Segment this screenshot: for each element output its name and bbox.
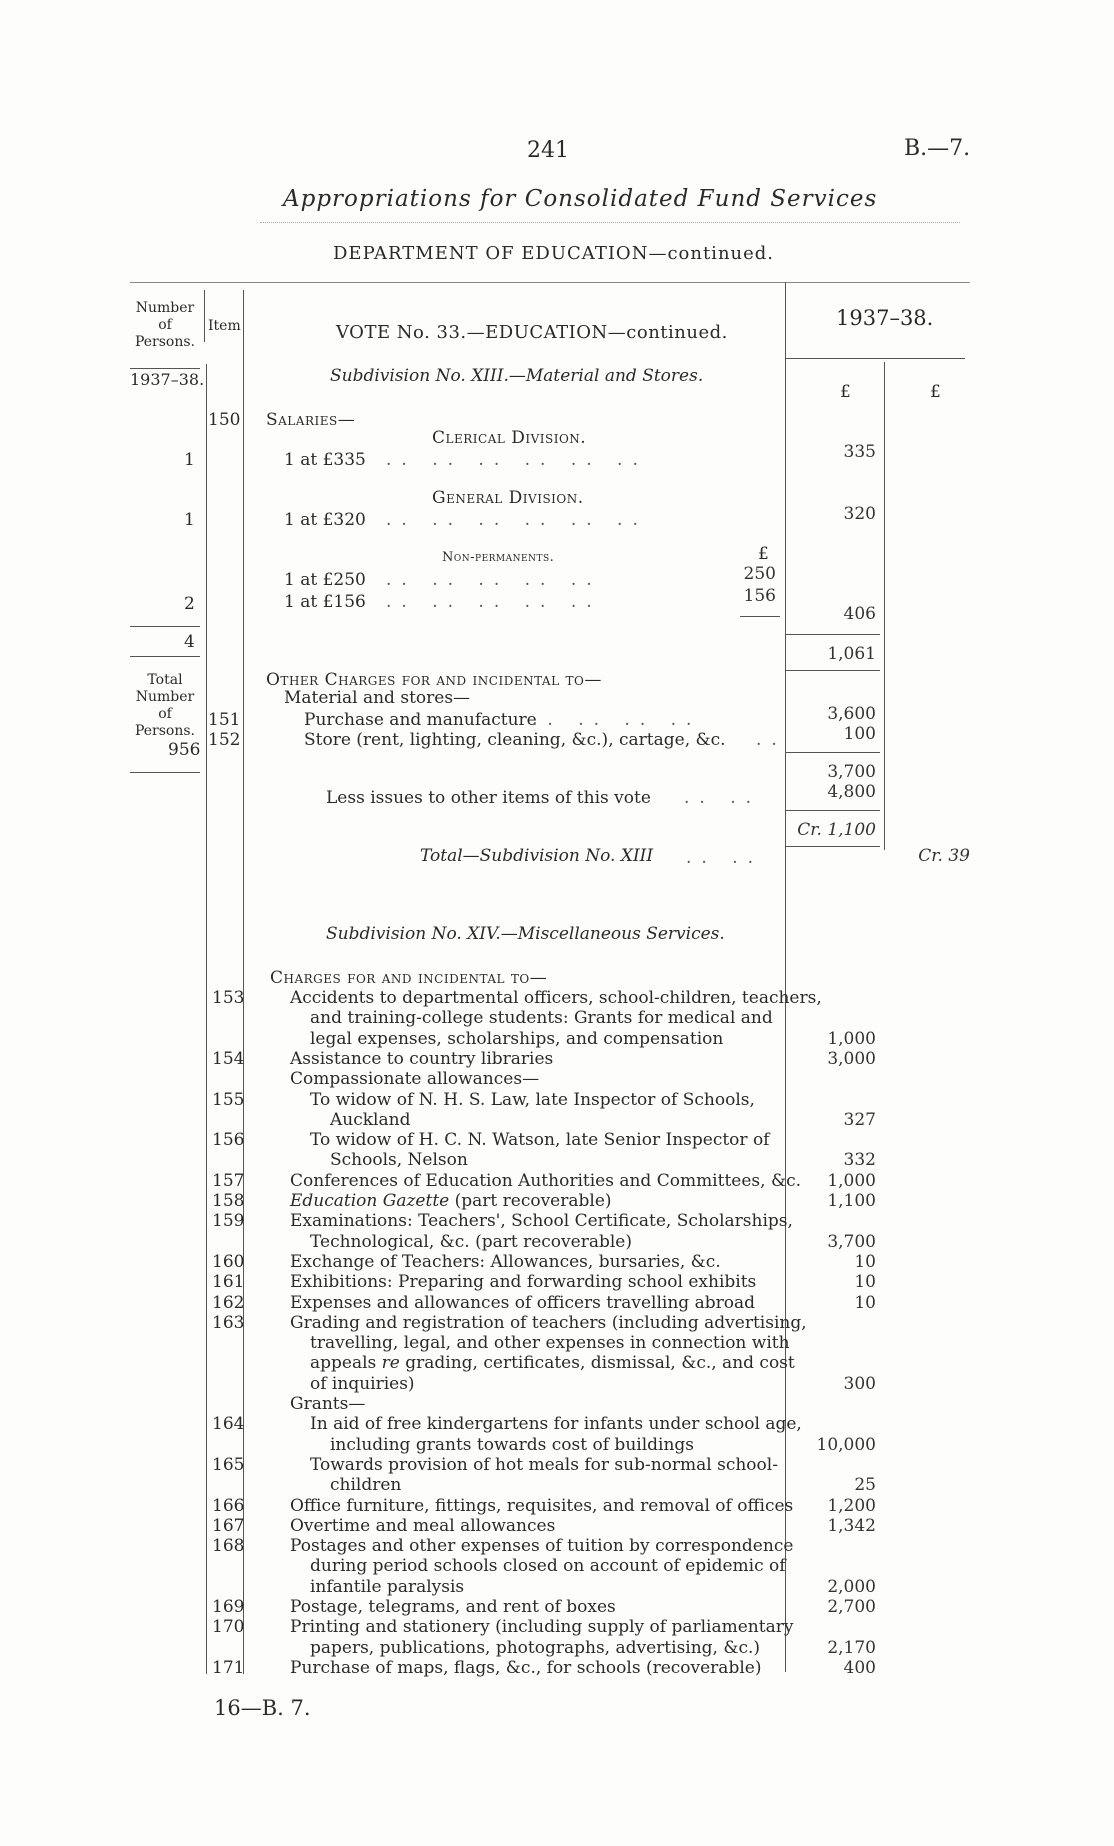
amount-column-divider (884, 362, 885, 850)
amount: 100 (843, 724, 876, 744)
item-number: 153 (212, 988, 245, 1008)
salary-line: 1 at £335 (284, 450, 366, 470)
item-description: Postage, telegrams, and rent of boxes (290, 1597, 616, 1617)
amount: 406 (843, 604, 876, 624)
amount: 1,342 (827, 1515, 876, 1536)
amount: 1,200 (827, 1495, 876, 1516)
item-number: 162 (212, 1292, 245, 1313)
item-description-continued: of inquiries) (310, 1373, 415, 1394)
amount: 2,000 (827, 1576, 876, 1597)
salary-line: 1 at £250 (284, 570, 366, 590)
item-number: 155 (212, 1089, 245, 1110)
pound-left-heading: £ (840, 382, 851, 402)
item-description: Conferences of Education Authorities and Committees, &c. (290, 1170, 801, 1191)
publication-title: Education Gazette (290, 1191, 450, 1211)
amount-column-left-rule (785, 282, 786, 1672)
item-description-continued: and training-college students: Grants for medical and (310, 1008, 773, 1029)
item-number: 161 (212, 1272, 245, 1293)
item-description-continued: legal expenses, scholarships, and compensation (310, 1028, 724, 1049)
item-description-continued: Schools, Nelson (330, 1150, 468, 1171)
item-number: 151 (208, 710, 241, 730)
less-issues-label: Less issues to other items of this vote (326, 788, 651, 808)
item-description: Postages and other expenses of tuition by correspondence (290, 1536, 794, 1557)
amount: 1,000 (827, 1028, 876, 1049)
item-description: Printing and stationery (including supply of parliamentary (290, 1617, 794, 1638)
title-rule (260, 222, 960, 223)
amount: 10,000 (816, 1434, 876, 1455)
item-description: Towards provision of hot meals for sub-normal school- (310, 1454, 778, 1475)
charges-heading: Charges for and incidental to— (270, 968, 548, 988)
group-heading: Grants— (290, 1394, 366, 1414)
pound-right-heading: £ (930, 382, 941, 402)
item-description-continued: during period schools closed on account of epidemic of (310, 1556, 786, 1577)
total-persons-label: Total Number of Persons. (134, 672, 196, 739)
amount-subtotal-rule (785, 634, 880, 635)
amount-total-rule (785, 670, 880, 671)
amount: 25 (854, 1475, 876, 1496)
persons-total-rule (130, 656, 200, 657)
item-number: 163 (212, 1312, 245, 1333)
item-description: To widow of N. H. S. Law, late Inspector of Schools, (310, 1089, 755, 1110)
persons-count: 1 (184, 510, 195, 530)
item-description-continued: papers, publications, photographs, advertising, &c.) (310, 1637, 761, 1658)
amount: 2,700 (827, 1597, 876, 1617)
document-reference: B.—7. (904, 136, 971, 161)
subdivision-13-heading: Subdivision No. XIII.—Material and Stores. (330, 366, 704, 386)
amount: 3,700 (827, 762, 876, 782)
item-description: Office furniture, fittings, requisites, and removal of offices (290, 1495, 794, 1516)
persons-count: 2 (184, 594, 195, 614)
subdivision-14-heading: Subdivision No. XIV.—Miscellaneous Services. (326, 924, 725, 944)
salaries-heading: Salaries— (266, 410, 356, 430)
item-number: 159 (212, 1211, 245, 1232)
item-number: 168 (212, 1536, 245, 1557)
item-description: Expenses and allowances of officers travelling abroad (290, 1292, 755, 1313)
clerical-division-heading: Clerical Division. (432, 428, 587, 448)
salary-line: 1 at £156 (284, 592, 366, 612)
amount: 4,800 (827, 782, 876, 802)
non-permanents-heading: Non-permanents. (442, 550, 555, 565)
item-description: Purchase of maps, flags, &c., for schools (recoverable) (290, 1657, 762, 1678)
item-description-continued: children (330, 1475, 402, 1496)
item-description: Purchase and manufacture (304, 710, 537, 730)
salary-line: 1 at £320 (284, 510, 366, 530)
subdivision-13-total: Cr. 39 (918, 846, 970, 866)
other-charges-heading: Other Charges for and incidental to— (266, 670, 602, 690)
amount: 1,100 (827, 1191, 876, 1211)
item-description-continued: including grants towards cost of buildings (330, 1434, 695, 1455)
item-description: Examinations: Teachers', School Certificate, Scholarships, (290, 1211, 793, 1232)
department-heading: DEPARTMENT OF EDUCATION—continued. (333, 243, 775, 264)
group-heading: Compassionate allowances— (290, 1069, 540, 1090)
pound-sign: £ (758, 544, 769, 564)
amount: 2,170 (827, 1637, 876, 1658)
leader-dots: .. .. (686, 848, 764, 868)
item-number: 167 (212, 1515, 245, 1536)
item-number: 169 (212, 1597, 245, 1617)
item-description: In aid of free kindergartens for infants under school age, (310, 1414, 802, 1435)
item-description: Assistance to country libraries (290, 1048, 554, 1069)
vote-heading: VOTE No. 33.—EDUCATION—continued. (336, 322, 728, 343)
amount: 10 (854, 1292, 876, 1313)
amount: 400 (843, 1657, 876, 1678)
leader-dots: .. .. .. .. .. .. (386, 510, 648, 530)
item-number: 165 (212, 1454, 245, 1475)
amount: 10 (854, 1272, 876, 1293)
item-number: 157 (212, 1170, 245, 1191)
amount: 320 (843, 504, 876, 524)
item-description: To widow of H. C. N. Watson, late Senior Inspector of (310, 1130, 770, 1151)
leader-dots: .. .. .. .. (532, 710, 702, 730)
amount: 1,000 (827, 1170, 876, 1191)
persons-year-heading: 1937–38. (130, 370, 205, 389)
year-underline (785, 358, 965, 359)
subdivision-13-total-label: Total—Subdivision No. XIII (420, 846, 654, 866)
signature-mark: 16—B. 7. (214, 1696, 311, 1720)
item-number: 166 (212, 1495, 245, 1516)
item-description: Accidents to departmental officers, school-children, teachers, (290, 988, 822, 1008)
amount: 3,700 (827, 1231, 876, 1252)
item-description: Exhibitions: Preparing and forwarding school exhibits (290, 1272, 757, 1293)
sum-rule (785, 752, 880, 753)
item-number: 170 (212, 1617, 245, 1638)
item-number: 152 (208, 730, 241, 750)
item-description: Education Gazette (part recoverable) (290, 1191, 612, 1211)
item-number: 150 (208, 410, 241, 430)
page-title: Appropriations for Consolidated Fund Services (283, 186, 878, 212)
item-description: Store (rent, lighting, cleaning, &c.), cartage, &c. (304, 730, 726, 750)
less-rule (785, 810, 880, 811)
item-number: 156 (212, 1130, 245, 1151)
amount: 3,000 (827, 1048, 876, 1069)
leader-dots: .. .. .. .. .. .. (386, 450, 648, 470)
item-description: Overtime and meal allowances (290, 1515, 556, 1536)
credit-amount: Cr. 1,100 (797, 820, 876, 840)
persons-total: 4 (184, 632, 195, 652)
amount: 156 (743, 586, 776, 606)
year-heading: 1937–38. (836, 306, 934, 330)
salaries-total: 1,061 (827, 644, 876, 664)
amount: 10 (854, 1251, 876, 1272)
item-column-left-rule (206, 364, 207, 1674)
item-number: 171 (212, 1657, 245, 1678)
leader-dots: .. .. (684, 788, 762, 808)
item-description: Exchange of Teachers: Allowances, bursaries, &c. (290, 1251, 721, 1272)
item-description-continued: Technological, &c. (part recoverable) (310, 1231, 632, 1252)
item-column-heading: Item (208, 318, 241, 334)
leader-dots: .. .. .. .. .. (386, 592, 602, 612)
item-number: 160 (212, 1251, 245, 1272)
amount: 335 (843, 442, 876, 462)
persons-item-divider (204, 290, 205, 342)
material-stores-heading: Material and stores— (284, 688, 471, 708)
persons-count: 1 (184, 450, 195, 470)
table-top-rule (130, 282, 970, 283)
persons-column-heading: Number of Persons. (134, 300, 196, 350)
general-division-heading: General Division. (432, 488, 584, 508)
item-number: 164 (212, 1414, 245, 1435)
amount: 250 (743, 564, 776, 584)
item-description-continued: Auckland (330, 1109, 411, 1130)
amount: 3,600 (827, 704, 876, 724)
total-persons-value: 956 (168, 740, 201, 760)
amount: 327 (843, 1109, 876, 1130)
item-description-continued: travelling, legal, and other expenses in connection with (310, 1333, 790, 1354)
page-number: 241 (527, 138, 569, 163)
persons-header-rule (130, 368, 200, 369)
item-number: 158 (212, 1191, 245, 1211)
amount: 300 (843, 1373, 876, 1394)
item-description-continued: infantile paralysis (310, 1576, 465, 1597)
item-description-continued: appeals re grading, certificates, dismissal, &c., and cost (310, 1353, 795, 1374)
amount: 332 (843, 1150, 876, 1171)
leader-dots: .. .. .. .. .. (386, 570, 602, 590)
subtotal-rule (740, 616, 780, 617)
item-description: Grading and registration of teachers (including advertising, (290, 1312, 807, 1333)
persons-bottom-rule (130, 772, 200, 773)
persons-subtotal-rule (130, 626, 200, 627)
item-number: 154 (212, 1048, 245, 1069)
leader-dots: .. (756, 730, 787, 750)
latin-term: re (381, 1353, 400, 1374)
credit-rule (785, 846, 880, 847)
